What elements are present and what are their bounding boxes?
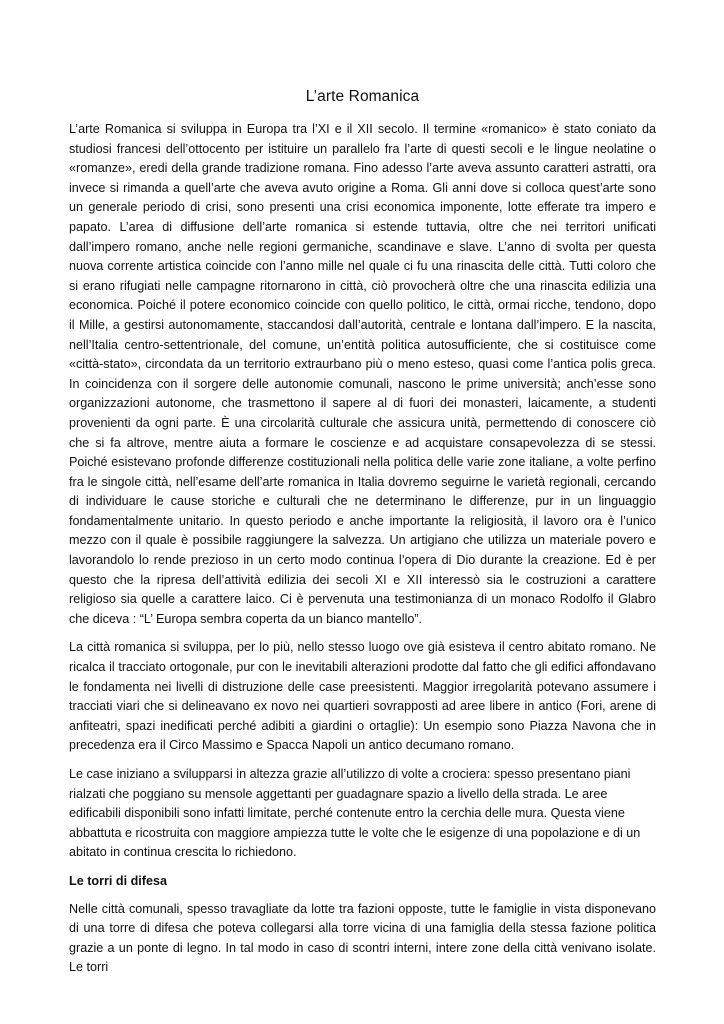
paragraph-houses: Le case iniziano a svilupparsi in altezza grazie all’utilizzo di volte a crociera: spesso presentano piani rialzati che poggiano su mensole aggettanti per guadagnare spazio a livello della strada. Le aree edificabili disponibili sono infatti limitate, perché contenute entro la cerchia delle mura. Questa viene abbattuta e ricostruita con maggiore ampiezza tutte le volte che le esigenze di una popolazione e di un abitato in continua crescita lo richiedono. (69, 767, 641, 860)
paragraph-intro: L’arte Romanica si sviluppa in Europa tra l’XI e il XII secolo. Il termine «romanico» è stato coniato da studiosi francesi dell’ottocento per istituire un parallelo fra l’arte di questi secoli e le lingue neolatine o «romanze», eredi della grande tradizione romana. Fino adesso l’arte aveva assunto caratteri astratti, ora invece si rimanda a quell’arte che aveva avuto origine a Roma. Gli anni dove si colloca quest’arte sono un generale periodo di crisi, sono presenti una crisi economica imponente, lotte efferate tra impero e papato. L’area di diffusione dell’arte romanica si estende tuttavia, oltre che nei territori unificati dall’impero romano, anche nelle regioni germaniche, scandinave e slave. L’anno di svolta per questa nuova corrente artistica coincide con l’anno mille nel quale ci fu una rinascita delle città. Tutti coloro che si erano rifugiati nelle campagne ritornarono in città, ciò provocherà oltre che una rinascita edilizia una economica. Poiché il potere economico coincide con quello politico, le città, ormai ricche, tendono, dopo il Mille, a gestirsi autonomamente, staccandosi dall’autorità, centrale e lontana dall’impero. E la nascita, nell’Italia centro-settentrionale, del comune, un’entità politica autosufficiente, che si costituisce come «città-stato», circondata da un territorio extraurbano più o meno esteso, quasi come l’antica polis greca. In coincidenza con il sorgere delle autonomie comunali, nascono le prime università; anch’esse sono organizzazioni autonome, che trasmettono il sapere al di fuori dei monasteri, laicamente, a studenti provenienti da ogni parte. È una circolarità culturale che assicura unità, permettendo di conoscere ciò che si fa altrove, mentre aiuta a formare le coscienze e ad acquistare consapevolezza di se stessi. Poiché esistevano profonde differenze costituzionali nella politica delle varie zone italiane, a volte perfino fra le singole città, nell’esame dell’arte romanica in Italia dovremo seguirne le varietà regionali, cercando di individuare le cause storiche e culturali che ne determinano le differenze, pur in un linguaggio fondamentalmente unitario. In questo periodo e anche importante la religiosità, il lavoro ora è l’unico mezzo con il quale è possibile raggiungere la salvezza. Un artigiano che utilizza un materiale povero e lavorandolo lo rende prezioso in un certo modo continua l’opera di Dio durante la creazione. Ed è per questo che la ripresa dell’attività edilizia dei secoli XI e XII interessò sia le costruzioni a carattere religioso sia quelle a carattere laico. Ci è pervenuta una testimonianza di un monaco Rodolfo il Glabro che diceva : “L’ Europa sembra coperta da un bianco mantello”. (69, 122, 656, 626)
paragraph-romanesque-city: La città romanica si sviluppa, per lo più, nello stesso luogo ove già esisteva il centro abitato romano. Ne ricalca il tracciato ortogonale, pur con le inevitabili alterazioni prodotte dal fatto che gli edifici affondavano le fondamenta nei livelli di distruzione delle case preesistenti. Maggior irregolarità potevano assumere i tracciati viari che si delineavano ex novo nei quartieri sovrapposti ad aree libere in antico (Fori, arene di anfiteatri, spazi inedificati perché adibiti a giardini o ortaglie): Un esempio sono Piazza Navona che in precedenza era il Circo Massimo e Spacca Napoli un antico decumano romano. (69, 640, 656, 753)
page-title: L’arte Romanica (305, 88, 420, 105)
section-heading-towers: Le torri di difesa (69, 873, 167, 888)
paragraph-towers: Nelle città comunali, spesso travagliate da lotte tra fazioni opposte, tutte le famiglie in vista disponevano di una torre di difesa che poteva collegarsi alla torre vicina di una famiglia della stessa fazione politica grazie a un ponte di legno. In tal modo in caso di scontri interni, intere zone della città venivano isolate. Le torri (69, 901, 656, 975)
